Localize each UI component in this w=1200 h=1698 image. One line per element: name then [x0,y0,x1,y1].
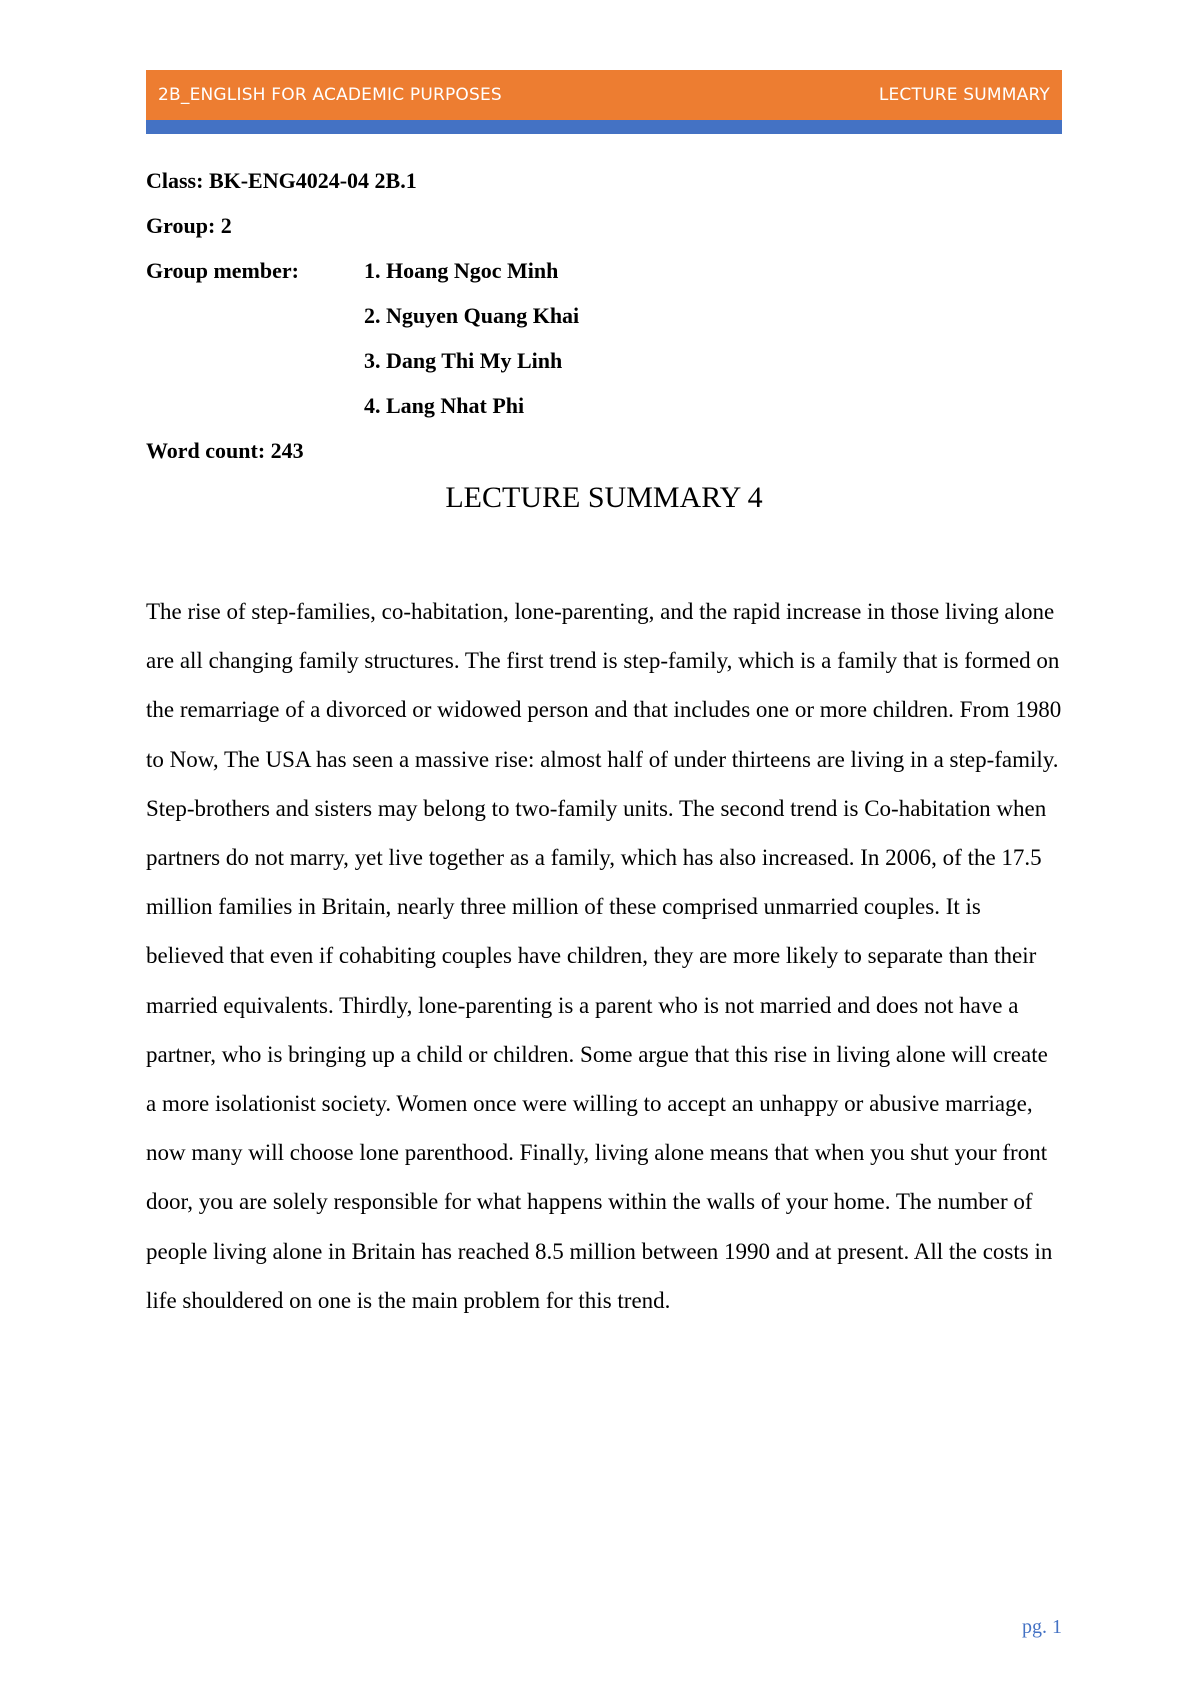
class-line [146,158,579,203]
member-name: 2. Nguyen Quang Khai [364,303,580,328]
member-row [146,383,579,428]
word-count-text: Word count: 243 [146,438,304,463]
group-info [146,158,579,473]
member-row [146,338,579,383]
class-text: Class: BK-ENG4024-04 2B.1 [146,168,417,193]
word-count-line [146,428,579,473]
member-name: 3. Dang Thi My Linh [364,348,563,373]
member-row [146,248,579,293]
document-title: LECTURE SUMMARY 4 [445,481,763,514]
group-text: Group: 2 [146,213,232,238]
member-label: Group member: [146,258,299,283]
page-header [146,70,1062,120]
member-row [146,293,579,338]
member-name: 1. Hoang Ngoc Minh [364,258,559,283]
page-number: pg. 1 [1022,1616,1062,1638]
header-course-title: 2B_ENGLISH FOR ACADEMIC PURPOSES [158,85,502,105]
member-name: 4. Lang Nhat Phi [364,393,525,418]
summary-paragraph: The rise of step-families, co-habitation, lone-parenting, and the rapid increase in those living alone are all changing family structures. The first trend is step-family, which is a family that is formed on the remarriage of a divorced or widowed person and that includes one or more children. From 1980 to Now, The USA has seen a massive rise: almost half of under thirteens are living in a step-family. Step-brothers and sisters may belong to two-family units. The second trend is Co-habitation when partners do not marry, yet live together as a family, which has also increased. In 2006, of the 17.5 million families in Britain, nearly three million of these comprised unmarried couples. It is believed that even if cohabiting couples have children, they are more likely to separate than their married equivalents. Thirdly, lone-parenting is a parent who is not married and does not have a partner, who is bringing up a child or children. Some argue that this rise in living alone will create a more isolationist society. Women once were willing to accept an unhappy or abusive marriage, now many will choose lone parenthood. Finally, living alone means that when you shut your front door, you are solely responsible for what happens within the walls of your home. The number of people living alone in Britain has reached 8.5 million between 1990 and at present. All the costs in life shouldered on one is the main problem for this trend. [146,599,1062,1313]
header-divider [146,120,1062,134]
header-document-type: LECTURE SUMMARY [878,85,1050,105]
group-line [146,203,579,248]
